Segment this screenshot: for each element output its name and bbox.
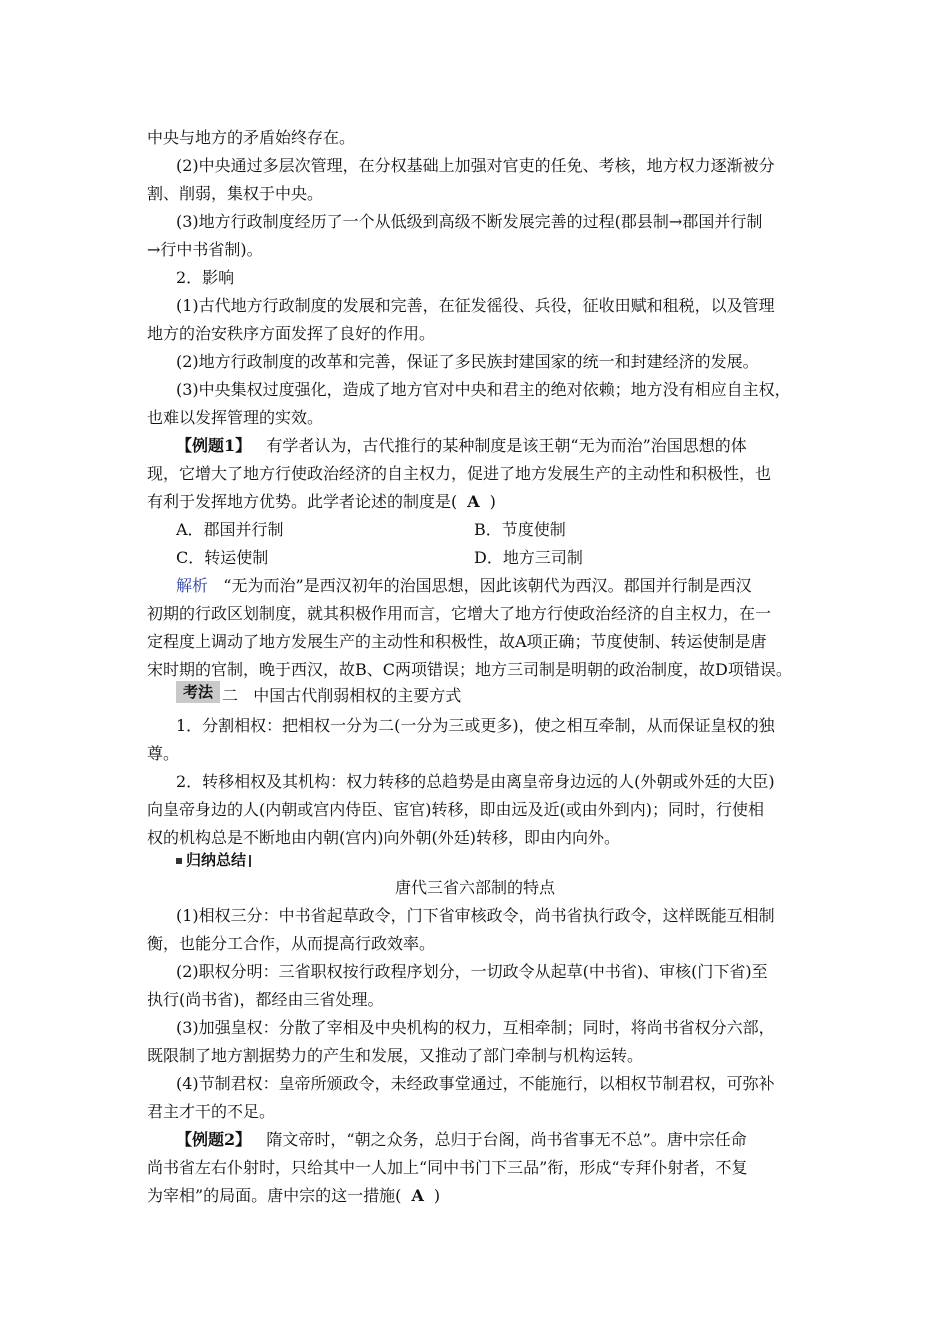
divider-bar-icon — [249, 855, 251, 867]
summary-line: (4)节制君权：皇帝所颁政令，未经政事堂通过，不能施行，以相权节制君权，可弥补 — [176, 1074, 775, 1093]
section2-p2-line3: 权的机构总是不断地由内朝(宫内)向外朝(外廷)转移，即由内向外。 — [147, 828, 620, 847]
example1-question-line3: 有利于发挥地方优势。此学者论述的制度是( A ) — [147, 492, 496, 511]
example1-question-line1: 【例题1】 有学者认为，古代推行的某种制度是该王朝“无为而治”治国思想的体 — [176, 436, 747, 455]
section-heading-influence: 2．影响 — [176, 268, 235, 287]
example1-option-b: B．节度使制 — [474, 520, 566, 539]
section2-heading: 二 中国古代削弱相权的主要方式 — [222, 686, 462, 705]
example2-label: 【例题2】 — [176, 1130, 252, 1149]
example1-question-line2: 现，它增大了地方行使政治经济的自主权力，促进了地方发展生产的主动性和积极性，也 — [147, 464, 772, 483]
text-line: 割、削弱，集权于中央。 — [147, 184, 324, 203]
example1-option-c: C．转运使制 — [176, 548, 269, 567]
example2-answer: A — [411, 1186, 424, 1205]
example1-option-a: A．郡国并行制 — [176, 520, 284, 539]
summary-line: 执行(尚书省)，都经由三省处理。 — [147, 990, 384, 1009]
summary-line: 衡，也能分工合作，从而提高行政效率。 — [147, 934, 436, 953]
summary-line: 君主才干的不足。 — [147, 1102, 276, 1121]
section2-p2-line2: 向皇帝身边的人(内朝或宫内侍臣、宦官)转移，即由远及近(或由外到内)；同时，行使相 — [147, 800, 764, 819]
text-line: (3)中央集权过度强化，造成了地方官对中央和君主的绝对依赖；地方没有相应自主权， — [176, 380, 791, 399]
example1-analysis-line1: 解析 “无为而治”是西汉初年的治国思想，因此该朝代为西汉。郡国并行制是西汉 — [176, 576, 752, 595]
example1-answer: A — [467, 492, 480, 511]
text-line: (1)古代地方行政制度的发展和完善，在征发徭役、兵役，征收田赋和租税，以及管理 — [176, 296, 775, 315]
text-line: 也难以发挥管理的实效。 — [147, 408, 324, 427]
summary-line: (2)职权分明：三省职权按行政程序划分，一切政令从起草(中书省)、审核(门下省)至 — [176, 962, 768, 981]
example2-question-line2: 尚书省左右仆射时，只给其中一人加上“同中书门下三品”衔，形成“专拜仆射者，不复 — [147, 1158, 748, 1177]
summary-heading: 唐代三省六部制的特点 — [394, 878, 555, 897]
section2-p1-line2: 尊。 — [147, 744, 180, 763]
example1-analysis-line4: 宋时期的官制，晚于西汉，故B、C两项错误；地方三司制是明朝的政治制度，故D项错误。 — [147, 660, 792, 679]
summary-line: (1)相权三分：中书省起草政令，门下省审核政令，尚书省执行政令，这样既能互相制 — [176, 906, 775, 925]
square-bullet-icon — [176, 858, 182, 864]
section2-p2-line1: 2．转移相权及其机构：权力转移的总趋势是由离皇帝身边远的人(外朝或外廷的大臣) — [176, 772, 775, 791]
example2-question-line3: 为宰相”的局面。唐中宗的这一措施( A ) — [147, 1186, 441, 1205]
method-badge: 考法 — [176, 681, 220, 703]
summary-line: (3)加强皇权：分散了宰相及中央机构的权力，互相牵制；同时，将尚书省权分六部， — [176, 1018, 775, 1037]
example1-analysis-line3: 定程度上调动了地方发展生产的主动性和积极性，故A项正确；节度使制、转运使制是唐 — [147, 632, 767, 651]
analysis-label: 解析 — [176, 576, 209, 595]
example1-label: 【例题1】 — [176, 436, 252, 455]
example1-analysis-line2: 初期的行政区划制度，就其积极作用而言，它增大了地方行使政治经济的自主权力，在一 — [147, 604, 772, 623]
example2-question-line1: 【例题2】 隋文帝时，“朝之众务，总归于台阁，尚书省事无不总”。唐中宗任命 — [176, 1130, 747, 1149]
text-line: (2)中央通过多层次管理，在分权基础上加强对官吏的任免、考核，地方权力逐渐被分 — [176, 156, 775, 175]
text-line: →行中书省制)。 — [147, 240, 263, 259]
text-line: (2)地方行政制度的改革和完善，保证了多民族封建国家的统一和封建经济的发展。 — [176, 352, 759, 371]
summary-line: 既限制了地方割据势力的产生和发展，又推动了部门牵制与机构运转。 — [147, 1046, 644, 1065]
section2-p1-line1: 1．分割相权：把相权一分为二(一分为三或更多)，使之相互牵制，从而保证皇权的独 — [176, 716, 775, 735]
example1-option-d: D．地方三司制 — [474, 548, 583, 567]
text-line: 地方的治安秩序方面发挥了良好的作用。 — [147, 324, 436, 343]
summary-tag: 归纳总结 — [176, 850, 251, 870]
text-line: (3)地方行政制度经历了一个从低级到高级不断发展完善的过程(郡县制→郡国并行制 — [176, 212, 763, 231]
text-line: 中央与地方的矛盾始终存在。 — [147, 128, 356, 147]
